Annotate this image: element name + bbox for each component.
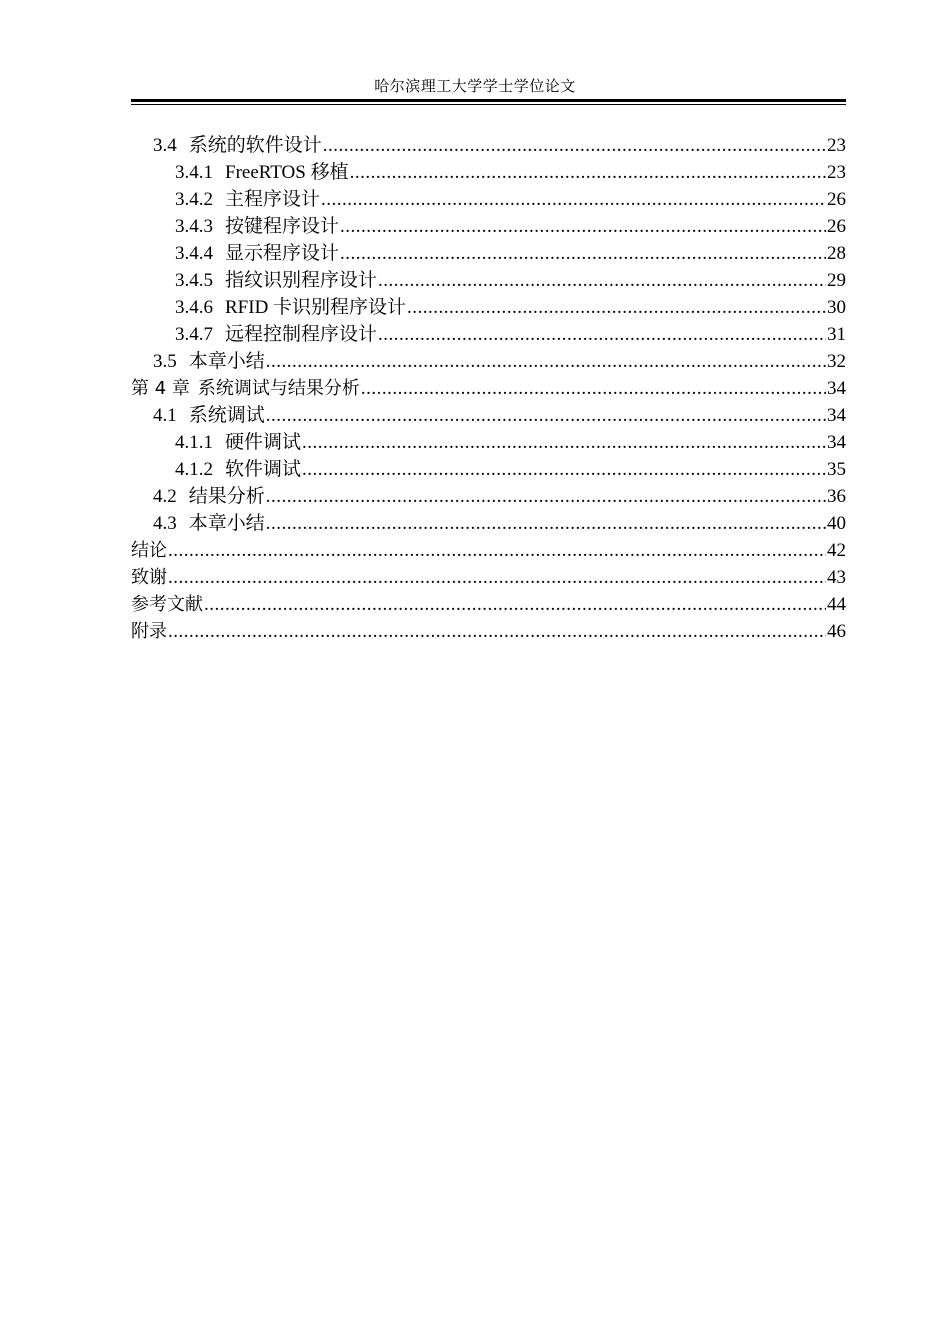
- toc-entry[interactable]: [131, 375, 846, 402]
- toc-dot-leader: [266, 510, 826, 537]
- toc-entry-title: 按键程序设计: [225, 216, 340, 237]
- toc-entry-number: 4.1: [153, 405, 177, 426]
- toc-entry-number: 3.4.6: [175, 297, 213, 318]
- header-rule-thin: [131, 104, 846, 105]
- toc-entry-page-number: 36: [827, 486, 846, 507]
- toc-dot-leader: [378, 267, 826, 294]
- table-of-contents: [131, 132, 846, 645]
- toc-dot-leader: [323, 132, 826, 159]
- toc-dot-leader: [204, 591, 826, 618]
- toc-entry-page-number: 34: [827, 432, 846, 453]
- toc-entry-page-number: 23: [827, 162, 846, 183]
- toc-entry-number: 第 4 章: [131, 378, 190, 399]
- toc-entry-page-number: 26: [827, 216, 846, 237]
- toc-entry-title: 硬件调试: [225, 432, 302, 453]
- toc-dot-leader: [302, 429, 826, 456]
- toc-entry[interactable]: [131, 402, 846, 429]
- toc-entry-page-number: 26: [827, 189, 846, 210]
- toc-entry-title: 参考文献: [131, 594, 203, 615]
- toc-entry-number: 4.1.1: [175, 432, 213, 453]
- toc-entry[interactable]: [131, 591, 846, 618]
- toc-entry-title: 远程控制程序设计: [225, 324, 378, 345]
- toc-entry-page-number: 30: [827, 297, 846, 318]
- toc-entry-number: 3.4: [153, 135, 177, 156]
- toc-entry-title: 指纹识别程序设计: [225, 270, 378, 291]
- toc-entry-title: 系统的软件设计: [188, 135, 322, 156]
- toc-entry-title: 附录: [131, 621, 167, 642]
- toc-entry[interactable]: [131, 429, 846, 456]
- toc-entry-title: 软件调试: [225, 459, 302, 480]
- toc-entry[interactable]: [131, 321, 846, 348]
- toc-entry-page-number: 28: [827, 243, 846, 264]
- toc-entry-page-number: 42: [827, 540, 846, 561]
- toc-entry-title: 系统调试与结果分析: [197, 378, 360, 399]
- toc-entry-number: 3.4.5: [175, 270, 213, 291]
- toc-entry-title: FreeRTOS 移植: [225, 162, 349, 183]
- toc-dot-leader: [378, 321, 826, 348]
- toc-dot-leader: [361, 375, 826, 402]
- toc-dot-leader: [266, 483, 826, 510]
- toc-entry-title: 本章小结: [188, 351, 265, 372]
- toc-entry-title: 致谢: [131, 567, 167, 588]
- toc-entry-title: RFID 卡识别程序设计: [225, 297, 407, 318]
- toc-entry-number: 3.4.7: [175, 324, 213, 345]
- toc-entry-number: 3.4.4: [175, 243, 213, 264]
- toc-entry-page-number: 35: [827, 459, 846, 480]
- toc-entry-number: 3.4.1: [175, 162, 213, 183]
- toc-entry[interactable]: [131, 267, 846, 294]
- toc-entry[interactable]: [131, 456, 846, 483]
- toc-entry-page-number: 23: [827, 135, 846, 156]
- toc-dot-leader: [168, 537, 826, 564]
- toc-entry[interactable]: [131, 159, 846, 186]
- toc-dot-leader: [321, 186, 826, 213]
- toc-entry-number: 3.4.3: [175, 216, 213, 237]
- toc-entry[interactable]: [131, 537, 846, 564]
- toc-dot-leader: [350, 159, 826, 186]
- toc-dot-leader: [340, 213, 826, 240]
- toc-entry[interactable]: [131, 483, 846, 510]
- toc-entry-number: 3.4.2: [175, 189, 213, 210]
- toc-entry-page-number: 46: [827, 621, 846, 642]
- toc-entry-page-number: 40: [827, 513, 846, 534]
- toc-entry[interactable]: [131, 618, 846, 645]
- toc-dot-leader: [266, 402, 826, 429]
- toc-entry-page-number: 29: [827, 270, 846, 291]
- header-rule-thick: [131, 99, 846, 102]
- toc-entry[interactable]: [131, 564, 846, 591]
- toc-entry-page-number: 34: [827, 378, 846, 399]
- toc-entry-title: 系统调试: [188, 405, 265, 426]
- toc-entry[interactable]: [131, 132, 846, 159]
- toc-dot-leader: [168, 618, 826, 645]
- toc-entry-number: 4.3: [153, 513, 177, 534]
- toc-entry-number: 4.2: [153, 486, 177, 507]
- toc-entry-title: 主程序设计: [225, 189, 321, 210]
- toc-dot-leader: [340, 240, 826, 267]
- toc-entry-page-number: 44: [827, 594, 846, 615]
- toc-entry-page-number: 32: [827, 351, 846, 372]
- toc-entry-page-number: 34: [827, 405, 846, 426]
- toc-entry-page-number: 43: [827, 567, 846, 588]
- toc-entry[interactable]: [131, 294, 846, 321]
- toc-entry-page-number: 31: [827, 324, 846, 345]
- toc-entry-title: 显示程序设计: [225, 243, 340, 264]
- toc-entry-title: 结论: [131, 540, 167, 561]
- toc-entry-number: 4.1.2: [175, 459, 213, 480]
- toc-entry-number: 3.5: [153, 351, 177, 372]
- toc-entry[interactable]: [131, 348, 846, 375]
- toc-entry[interactable]: [131, 510, 846, 537]
- toc-entry[interactable]: [131, 240, 846, 267]
- toc-dot-leader: [407, 294, 826, 321]
- running-header: 哈尔滨理工大学学士学位论文: [374, 79, 576, 95]
- toc-dot-leader: [266, 348, 826, 375]
- toc-dot-leader: [302, 456, 826, 483]
- toc-entry[interactable]: [131, 186, 846, 213]
- toc-entry-title: 本章小结: [188, 513, 265, 534]
- toc-entry-title: 结果分析: [188, 486, 265, 507]
- toc-dot-leader: [168, 564, 826, 591]
- toc-entry[interactable]: [131, 213, 846, 240]
